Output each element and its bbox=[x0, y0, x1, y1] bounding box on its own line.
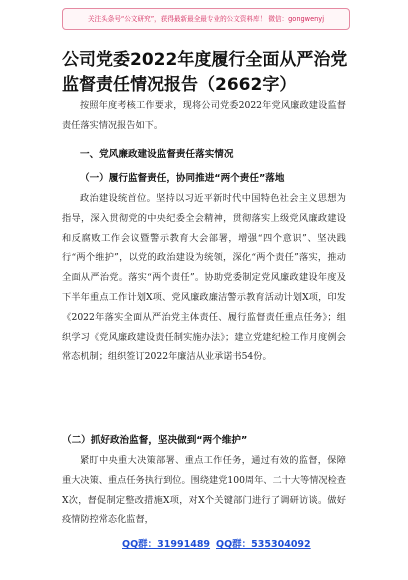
qq-group-link-1[interactable]: QQ群：31991489 bbox=[122, 539, 211, 550]
document-title: 公司党委2022年度履行全面从严治党监督责任情况报告（2662字） bbox=[62, 50, 348, 95]
subsection-heading-1: （一）履行监督责任，协同推进“两个责任”落地 bbox=[80, 173, 285, 184]
intro-paragraph: 按照年度考核工作要求，现将公司党委2022年党风廉政建设监督责任落实情况报告如下。 bbox=[62, 100, 346, 131]
subsection-1-body: 政治建设统首位。坚持以习近平新时代中国特色社会主义思想为指导，深入贯彻党的中央纪委全会精神，贯彻落实上级党风廉政建设和反腐败工作会议暨警示教育大会部署，增强“四个意识”、坚决践行“两个维护”，以党的政治建设为统领，深化“两个责任”落实，推动全面从严治党。落实“两个责任”。协助党委制定党风廉政建设年度及下半年重点工作计划X项、党风廉政廉洁警示教育活动计划X项，印发《2022年落实全面从严治党主体责任、履行监督责任重点任务》；组织学习《党风廉政建设责任制实施办法》；建立党建纪检工作月度例会常态机制；组织签订2022年廉洁从业承诺书54份。 bbox=[62, 193, 346, 363]
subsection-2-body: 紧盯中央重大决策部署、重点工作任务，通过有效的监督，保障重大决策、重点任务执行到位。围绕建党100周年、二十大等情况检查X次，督促制定整改措施X项，对X个关键部门进行了调研访谈。做好疫情防控常态化监督， bbox=[62, 455, 346, 526]
footer-contact bbox=[0, 532, 408, 554]
subsection-heading-2: （二）抓好政治监督，坚决做到“两个维护” bbox=[62, 435, 248, 446]
section-heading-1: 一、党风廉政建设监督责任落实情况 bbox=[80, 149, 234, 160]
promo-banner: 关注头条号“公文研究”，获得最新最全最专业的公文资料库！ 微信：gongwenyj bbox=[62, 8, 350, 30]
qq-group-link-2[interactable]: QQ群：535304092 bbox=[216, 539, 311, 550]
